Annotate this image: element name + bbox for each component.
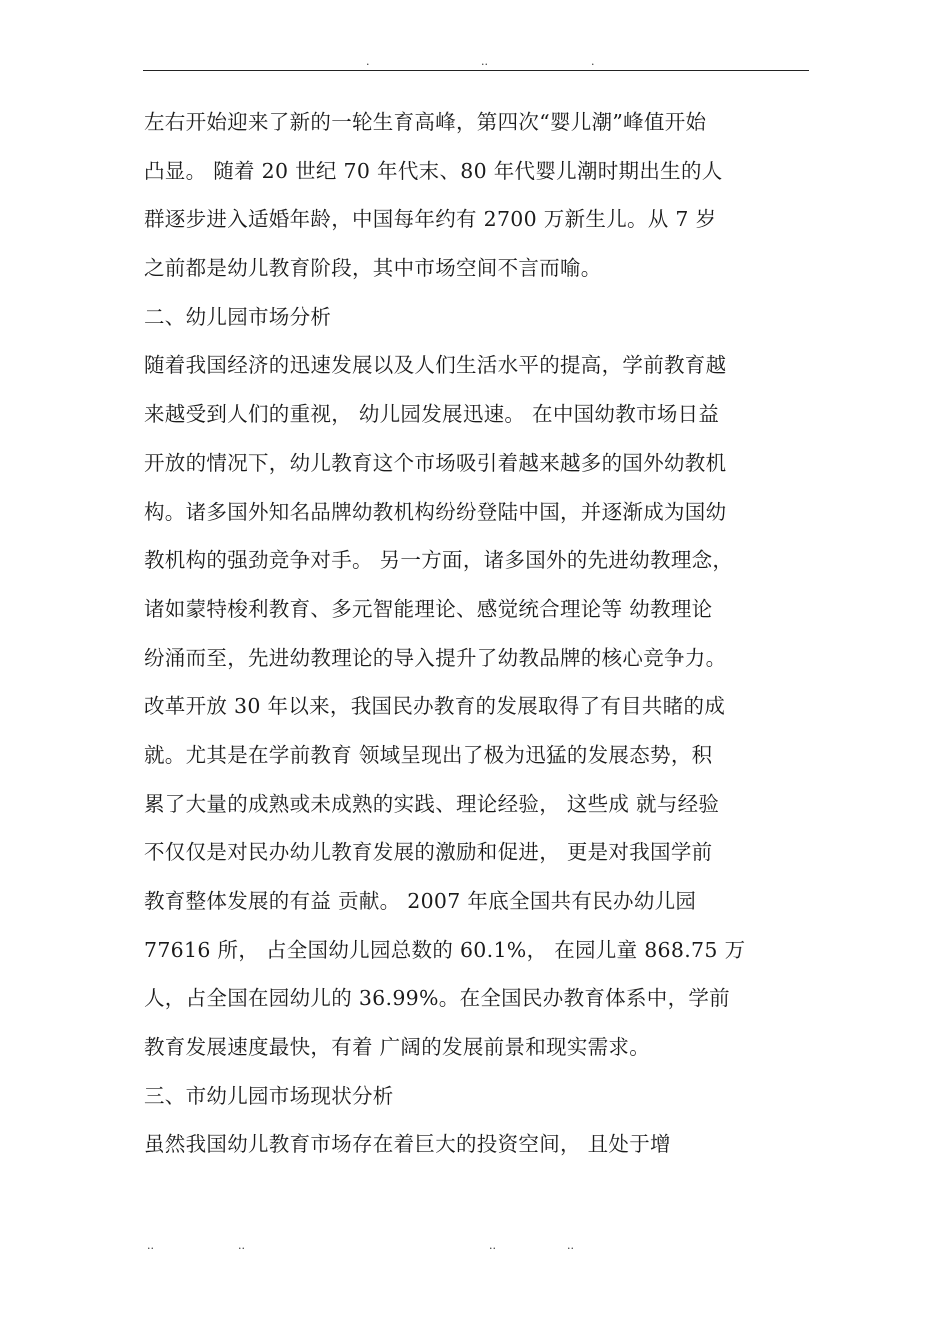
body-line: 教机构的强劲竞争对手。 另一方面，诸多国外的先进幼教理念， [144,548,734,573]
body-line: 左右开始迎来了新的一轮生育高峰，第四次“婴儿潮”峰值开始 [144,110,707,134]
section-heading: 二、幼儿园市场分析 [144,304,332,329]
body-line: 随着我国经济的迅速发展以及人们生活水平的提高，学前教育越 [144,353,727,378]
body-line: 纷涌而至，先进幼教理论的导入提升了幼教品牌的核心竞争力。 [144,645,727,670]
body-line: 77616 所， 占全国幼儿园总数的 60.1%， 在园儿童 868.75 万 [144,937,746,962]
body-line: 群逐步进入适婚年龄，中国每年约有 2700 万新生儿。从 7 岁 [144,207,717,232]
body-line: 教育发展速度最快，有着 广阔的发展前景和现实需求。 [144,1035,651,1060]
body-line: 就。尤其是在学前教育 领域呈现出了极为迅猛的发展态势，积 [144,742,713,767]
body-line: 累了大量的成熟或未成熟的实践、理论经验， 这些成 就与经验 [144,791,720,816]
page-footer [0,1240,950,1252]
body-line: 来越受到人们的重视， 幼儿园发展迅速。 在中国幼教市场日益 [144,402,720,427]
footer-mark: .. [567,1239,574,1252]
header-rule [143,70,809,71]
body-line: 教育整体发展的有益 贡献。 2007 年底全国共有民办幼儿园 [144,889,697,913]
footer-mark: .. [489,1239,496,1252]
body-line: 人，占全国在园幼儿的 36.99%。在全国民办教育体系中，学前 [144,986,730,1011]
document-body [144,98,810,1169]
header-mark: . [591,55,595,68]
header-mark: .. [481,55,488,68]
page-header [0,56,950,68]
footer-mark: .. [147,1239,154,1252]
body-line: 之前都是幼儿教育阶段，其中市场空间不言而喻。 [144,256,602,281]
body-line: 凸显。 随着 20 世纪 70 年代末、80 年代婴儿潮时期出生的人 [144,158,723,183]
body-line: 改革开放 30 年以来，我国民办教育的发展取得了有目共睹的成 [144,694,726,719]
body-line: 开放的情况下，幼儿教育这个市场吸引着越来越多的国外幼教机 [144,450,727,475]
body-line: 虽然我国幼儿教育市场存在着巨大的投资空间， 且处于增 [144,1132,671,1157]
body-line: 诸如蒙特梭利教育、多元智能理论、感觉统合理论等 幼教理论 [144,596,713,621]
section-heading: 三、市幼儿园市场现状分析 [144,1083,394,1108]
body-line: 不仅仅是对民办幼儿教育发展的激励和促进， 更是对我国学前 [144,840,713,865]
header-mark: . [366,55,370,68]
footer-mark: .. [238,1239,245,1252]
body-line: 构。诸多国外知名品牌幼教机构纷纷登陆中国，并逐渐成为国幼 [144,499,727,524]
